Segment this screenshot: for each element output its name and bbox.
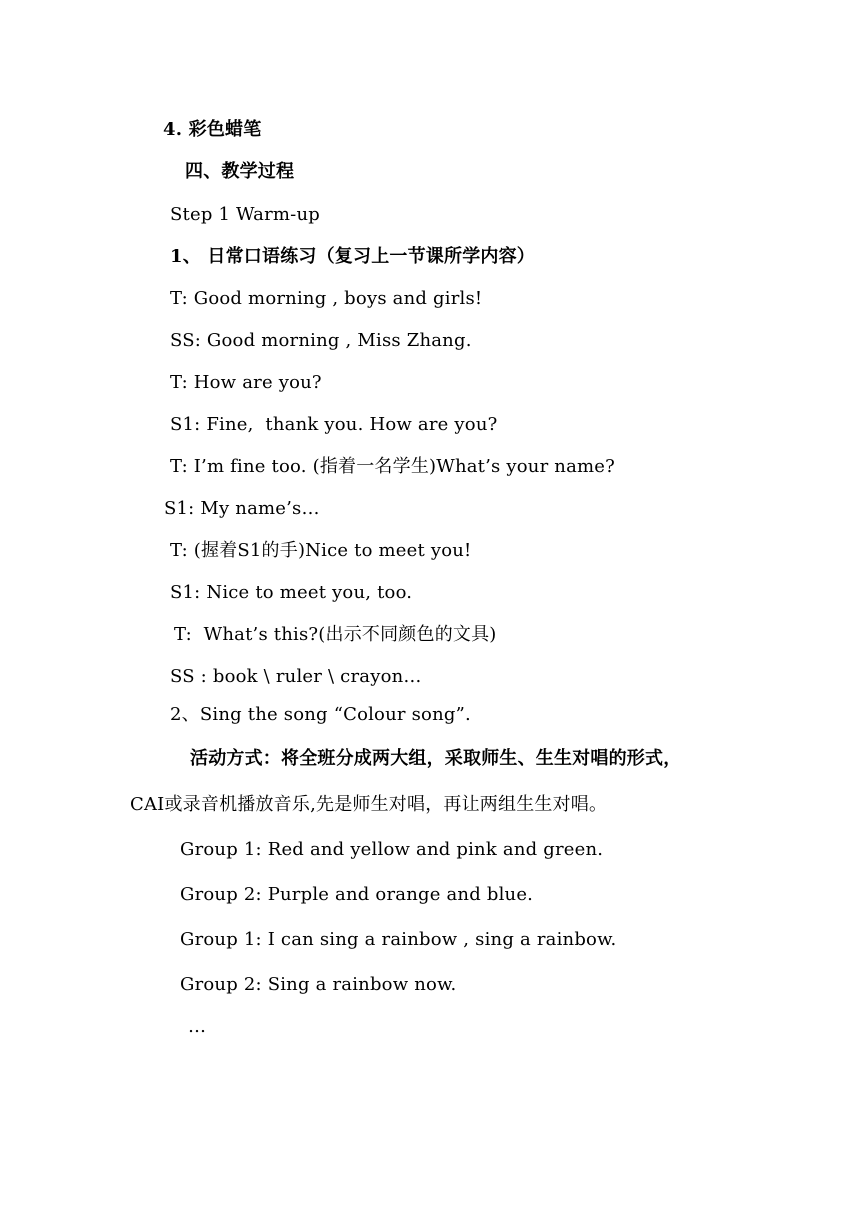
song-line: Group 1: I can sing a rainbow , sing a rainbow. — [180, 929, 617, 950]
step-heading: Step 1 Warm-up — [170, 204, 320, 225]
section-heading-teaching-process: 四、教学过程 — [185, 161, 295, 182]
dialogue-line: T: (握着S1的手)Nice to meet you! — [170, 540, 472, 561]
materials-item-4: 4. 彩色蜡笔 — [163, 119, 262, 140]
dialogue-line: S1: Fine, thank you. How are you? — [170, 414, 498, 435]
dialogue-line: T: What’s this?(出示不同颜色的文具) — [174, 624, 497, 645]
dialogue-line: SS : book \ ruler \ crayon… — [170, 666, 422, 687]
ellipsis: … — [188, 1016, 207, 1037]
dialogue-line: T: I’m fine too. (指着一名学生)What’s your name? — [170, 456, 615, 477]
dialogue-line: T: Good morning , boys and girls! — [170, 288, 483, 309]
dialogue-line: S1: My name’s… — [164, 498, 320, 519]
dialogue-line: SS: Good morning , Miss Zhang. — [170, 330, 472, 351]
activity-description: 活动方式：将全班分成两大组，采取师生、生生对唱的形式， — [190, 748, 682, 769]
song-line: Group 1: Red and yellow and pink and green. — [180, 839, 604, 860]
dialogue-line: S1: Nice to meet you, too. — [170, 582, 413, 603]
activity-description-cont: CAI或录音机播放音乐,先是师生对唱，再让两组生生对唱。 — [130, 794, 608, 815]
subsection-song: 2、Sing the song “Colour song”. — [170, 704, 471, 725]
song-line: Group 2: Sing a rainbow now. — [180, 974, 457, 995]
song-line: Group 2: Purple and orange and blue. — [180, 884, 534, 905]
subsection-oral-practice: 1、 日常口语练习（复习上一节课所学内容） — [170, 246, 535, 267]
dialogue-line: T: How are you? — [170, 372, 322, 393]
